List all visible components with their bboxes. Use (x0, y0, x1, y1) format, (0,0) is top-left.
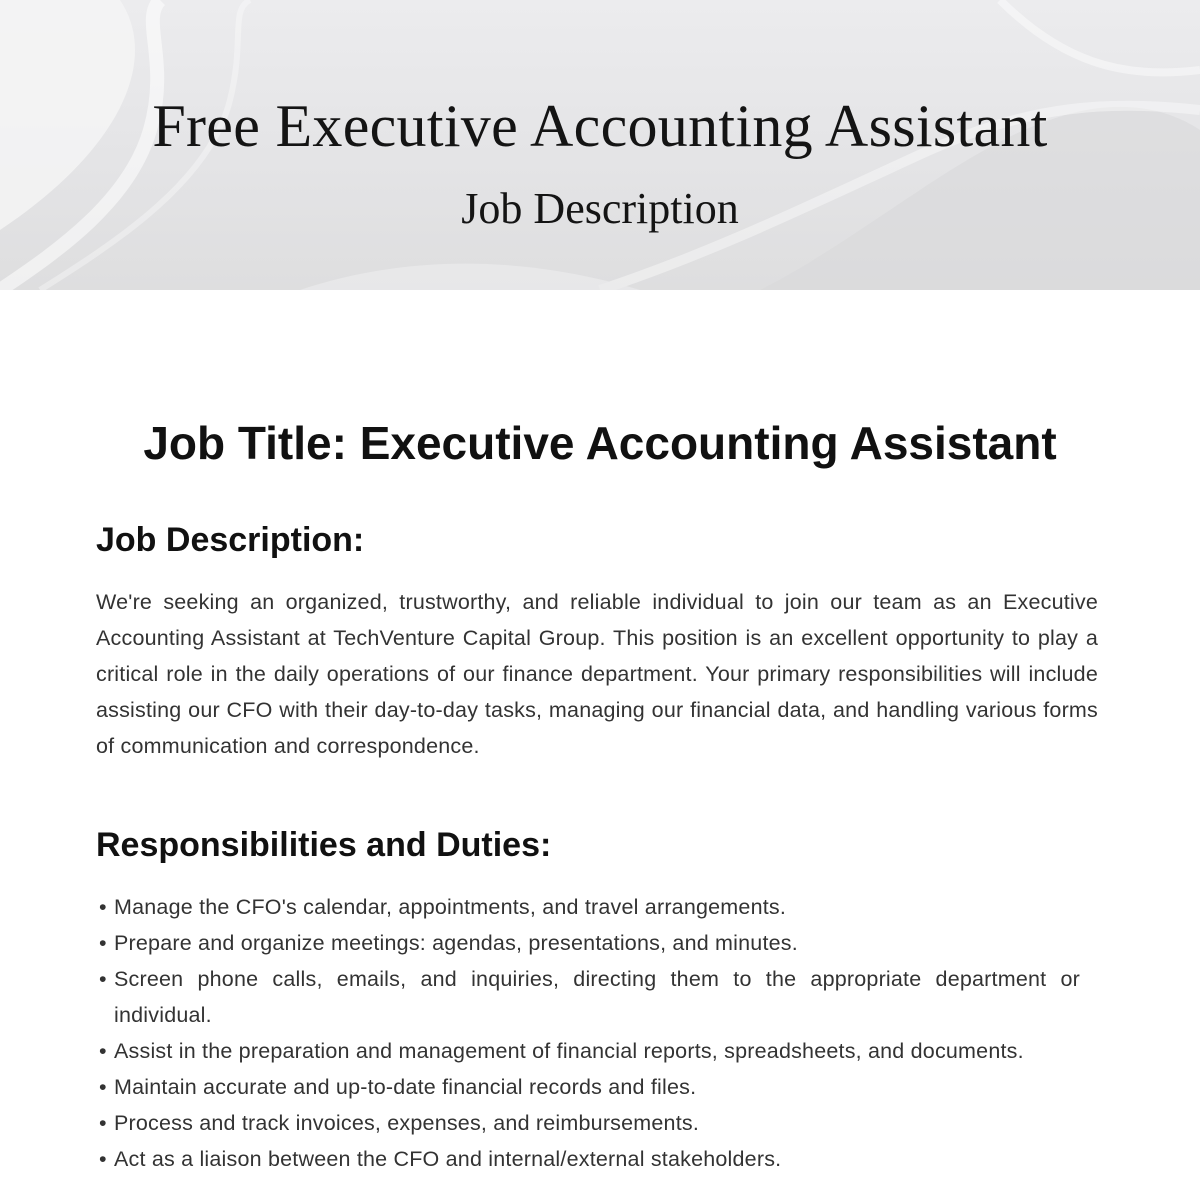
job-title-heading: Job Title: Executive Accounting Assistant (143, 417, 1057, 469)
list-item-text: Screen phone calls, emails, and inquiries, directing them to the appropriate department or individual. (114, 967, 1080, 1027)
bullet-icon: • (99, 931, 107, 955)
list-item (96, 1069, 1080, 1105)
job-description-text: We're seeking an organized, trustworthy, and reliable individual to join our team as an Executive Accounting Assistant at TechVenture Capital Group. This position is an excellent opportunity to play a critical role in the daily operations of our finance department. Your primary responsibilities will include assisting our CFO with their day-to-day tasks, managing our financial data, and handling various forms of communication and correspondence. (96, 590, 1098, 758)
list-item (96, 1105, 1080, 1141)
list-item (96, 1033, 1080, 1069)
bullet-icon: • (99, 1147, 107, 1171)
list-item (96, 925, 1080, 961)
document-title: Free Executive Accounting Assistant (152, 93, 1048, 159)
list-item (96, 889, 1080, 925)
list-item (96, 1141, 1080, 1177)
bullet-icon: • (99, 967, 107, 991)
responsibilities-list (96, 889, 1080, 1177)
responsibilities-heading: Responsibilities and Duties: (96, 826, 552, 864)
bullet-icon: • (99, 895, 107, 919)
list-item-text: Act as a liaison between the CFO and internal/external stakeholders. (114, 1147, 782, 1171)
list-item-text: Prepare and organize meetings: agendas, presentations, and minutes. (114, 931, 798, 955)
list-item-text: Maintain accurate and up-to-date financial records and files. (114, 1075, 697, 1099)
list-item-text: Assist in the preparation and management of financial reports, spreadsheets, and documents. (114, 1039, 1024, 1063)
bullet-icon: • (99, 1075, 107, 1099)
list-item-text: Process and track invoices, expenses, and reimbursements. (114, 1111, 700, 1135)
header-banner (0, 0, 1200, 290)
list-item-text: Manage the CFO's calendar, appointments, and travel arrangements. (114, 895, 787, 919)
list-item (96, 961, 1080, 1033)
bullet-icon: • (99, 1039, 107, 1063)
document-subtitle: Job Description (461, 184, 739, 233)
job-description-heading: Job Description: (96, 521, 365, 559)
bullet-icon: • (99, 1111, 107, 1135)
